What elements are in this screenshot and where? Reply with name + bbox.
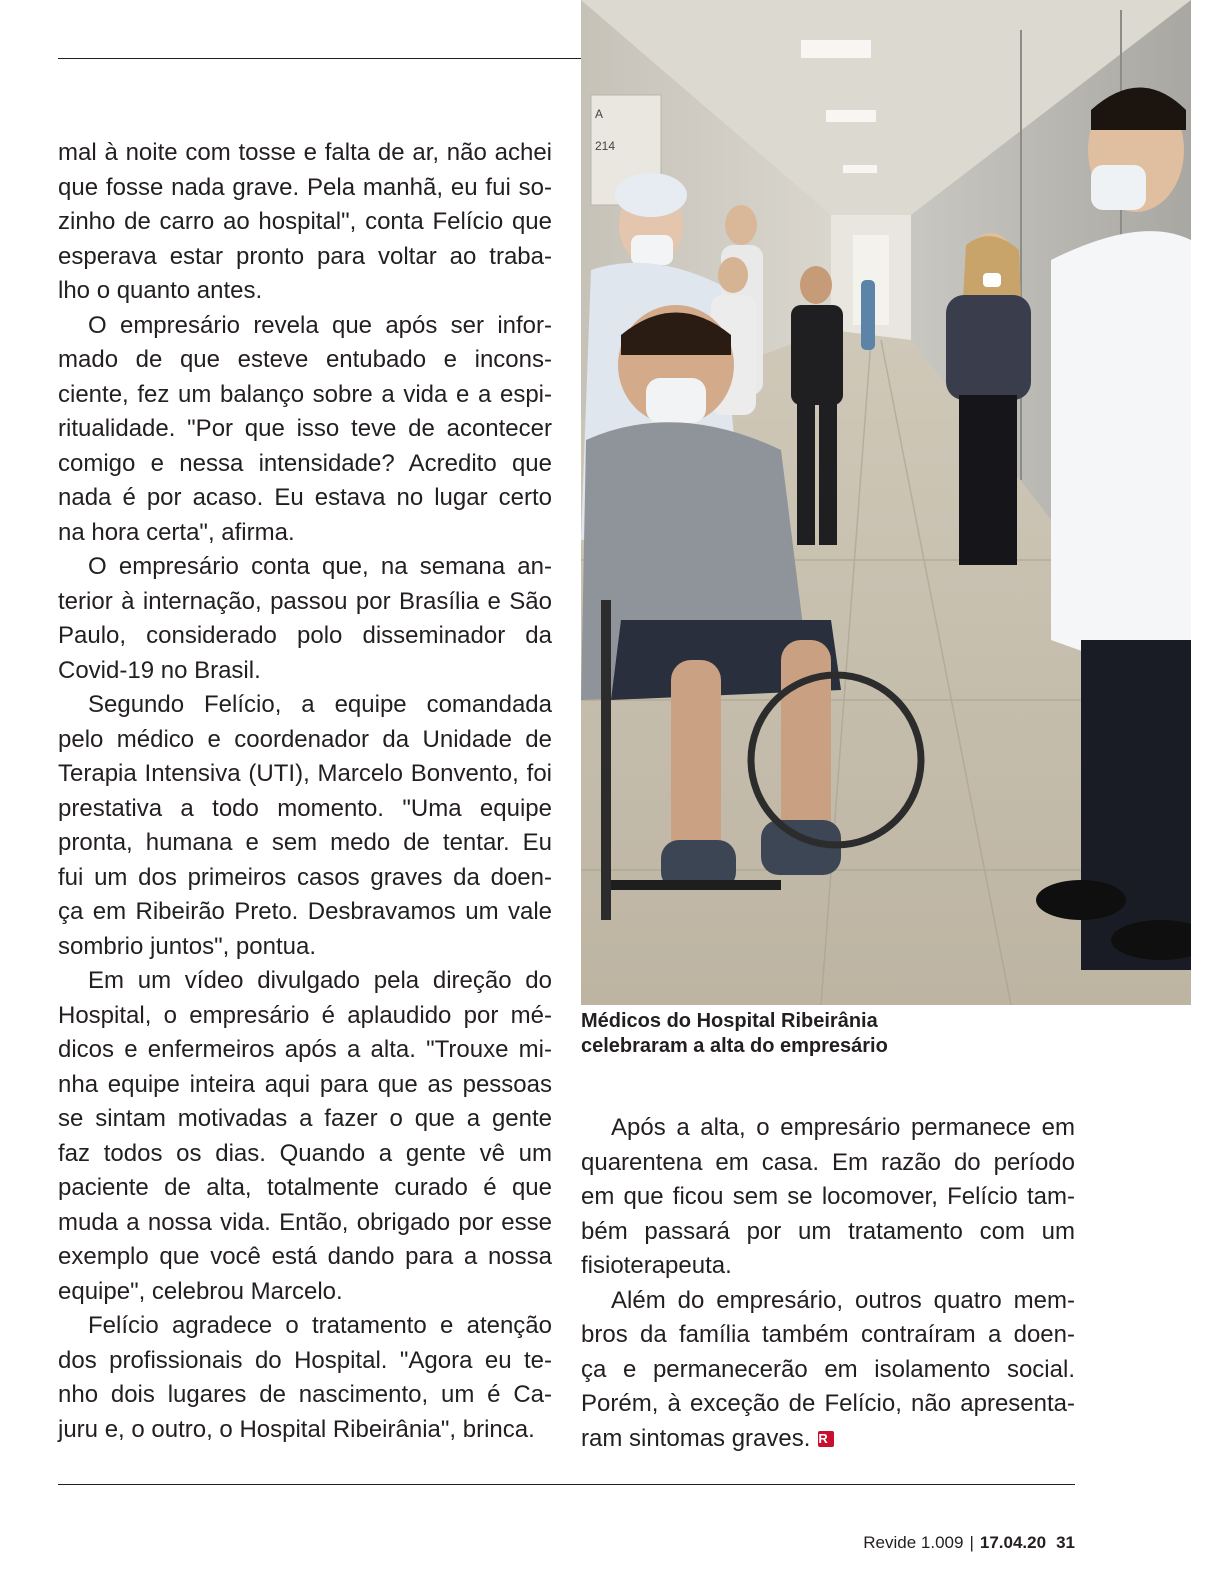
article-column-right [581,1111,1075,1456]
text-line: Terapia Intensiva (UTI), Marcelo Bonvento, foi [58,760,552,787]
paragraph-first-line: Em um vídeo divulgado pela direção do [88,967,552,994]
text-line: dos profissionais do Hospital. "Agora eu te- [58,1346,552,1374]
text-line: terior à internação, passou por Brasília e São [58,587,552,615]
text-line: comigo e nessa intensidade? Acredito que [58,449,552,477]
paragraph-first-line: Felício agradece o tratamento e atenção [88,1312,552,1339]
paragraph-first-line: Além do empresário, outros quatro mem- [611,1286,1075,1314]
wall-sign-number: 214 [595,139,616,153]
text-line: fisioterapeuta. [581,1252,732,1279]
text-line: ritualidade. "Por que isso teve de acontecer [58,415,552,442]
photo-illustration [581,0,1191,1005]
text-line: bros da família também contraíram a doen- [581,1321,1075,1348]
top-rule [58,58,582,59]
text-line: sombrio juntos", pontua. [58,932,316,960]
text-line: mal à noite com tosse e falta de ar, não achei [58,139,552,166]
text-line: muda a nossa vida. Então, obrigado por esse [58,1208,552,1236]
text-line: pelo médico e coordenador da Unidade de [58,725,552,753]
text-line: esperava estar pronto para voltar ao traba- [58,242,552,270]
text-line: prestativa a todo momento. "Uma equipe [58,794,552,822]
page-footer [863,1533,1075,1553]
caption-line: Médicos do Hospital Ribeirânia [581,1010,878,1032]
text-line: paciente de alta, totalmente curado é que [58,1174,552,1201]
publication-issue: Revide 1.009 [863,1533,964,1552]
text-line: nada é por acaso. Eu estava no lugar certo [58,484,552,511]
text-line: Hospital, o empresário é aplaudido por mé- [58,1001,552,1029]
paragraph-first-line: O empresário revela que após ser infor- [88,311,552,339]
photo-caption [581,1009,1081,1059]
end-of-article-icon: R [818,1431,834,1447]
text-line: Paulo, considerado polo disseminador da [58,622,552,649]
text-line: se sintam motivadas a fazer o que a gente [58,1105,552,1132]
text-line: mado de que esteve entubado e incons- [58,346,552,373]
text-line: Porém, à exceção de Felício, não apresenta- [581,1390,1075,1417]
text-line-final [581,1422,1075,1457]
final-sentence: ram sintomas graves. [581,1424,811,1452]
page-number: 31 [1056,1533,1075,1552]
text-line: ça em Ribeirão Preto. Desbravamos um vale [58,898,552,925]
article-column-left [58,136,552,1447]
text-line: equipe", celebrou Marcelo. [58,1277,343,1305]
text-line: quarentena em casa. Em razão do período [581,1148,1075,1176]
text-line: exemplo que você está dando para a nossa [58,1243,552,1270]
text-line: pronta, humana e sem medo de tentar. Eu [58,829,552,856]
text-line: na hora certa", afirma. [58,518,295,546]
text-line: nha equipe inteira aqui para que as pessoas [58,1070,552,1098]
text-line: dicos e enfermeiros após a alta. "Trouxe mi- [58,1036,552,1063]
text-line: bém passará por um tratamento com um [581,1217,1075,1245]
wall-sign-letter: A [595,107,604,121]
text-line: juru e, o outro, o Hospital Ribeirânia", brinca. [58,1415,535,1443]
text-line: faz todos os dias. Quando a gente vê um [58,1139,552,1167]
footer-separator: | [969,1533,974,1552]
caption-line: celebraram a alta do empresário [581,1035,888,1057]
issue-date: 17.04.20 [979,1533,1047,1552]
paragraph-first-line: Após a alta, o empresário permanece em [611,1114,1075,1141]
text-line: zinho de carro ao hospital", conta Felício que [58,208,552,235]
text-line: lho o quanto antes. [58,277,263,304]
bottom-rule [58,1484,1075,1485]
text-line: nho dois lugares de nascimento, um é Ca- [58,1381,552,1408]
paragraph-first-line: Segundo Felício, a equipe comandada [88,691,552,718]
paragraph-first-line: O empresário conta que, na semana an- [88,553,552,580]
text-line: fui um dos primeiros casos graves da doen- [58,863,552,891]
hospital-photo [581,0,1191,1005]
text-line: Covid-19 no Brasil. [58,656,261,684]
text-line: em que ficou sem se locomover, Felício tam- [581,1183,1075,1210]
text-line: ça e permanecerão em isolamento social. [581,1355,1075,1383]
text-line: ciente, fez um balanço sobre a vida e a espi- [58,380,552,408]
text-line: que fosse nada grave. Pela manhã, eu fui so- [58,173,552,201]
